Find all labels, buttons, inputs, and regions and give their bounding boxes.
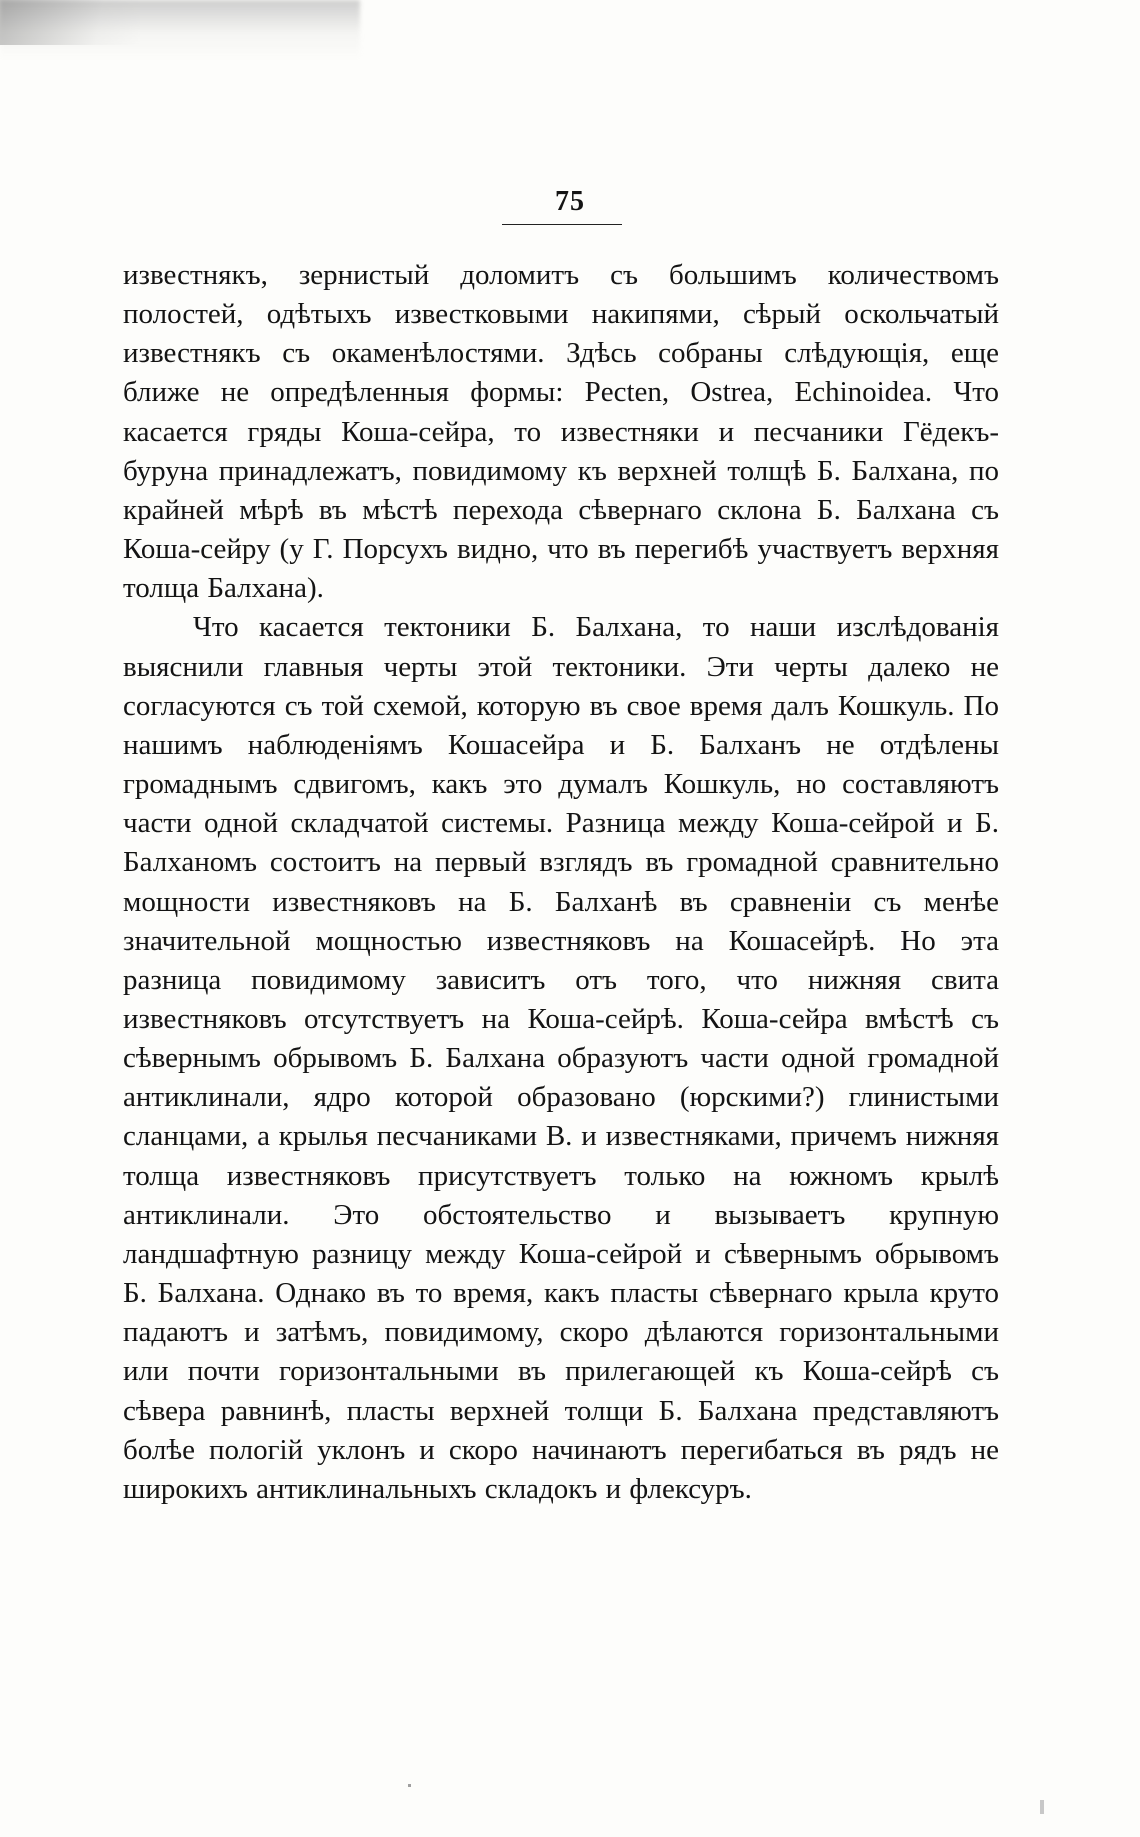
scan-speck [1040, 1800, 1044, 1814]
scan-shadow-corner [0, 0, 140, 45]
body-text [123, 256, 999, 1509]
paragraph-1: известнякъ, зернистый доломитъ съ большимъ количествомъ полостей, одѣтыхъ известковыми накипями, сѣрый оскольчатый известнякъ съ окаменѣлостями. Здѣсь собраны слѣдующія, еще ближе не опредѣленныя формы: Pecten, Ostrea, Echinoidea. Что касается гряды Коша-сейра, то известняки и песчаники Гёдекъ-буруна принадлежатъ, повидимому къ верхней толщѣ Б. Балхана, по крайней мѣрѣ въ мѣстѣ перехода сѣвернаго склона Б. Балхана съ Коша-сейру (у Г. Порсухъ видно, что въ перегибѣ участвуетъ верхняя толща Балхана). [123, 259, 999, 605]
scan-speck [408, 1784, 411, 1787]
page-number-rule [502, 224, 622, 225]
page-number: 75 [555, 186, 585, 217]
paragraph-2: Что касается тектоники Б. Балхана, то наши изслѣдованія выяснили главныя черты этой тектоники. Эти черты далеко не согласуются съ той схемой, которую въ свое время далъ Кошкуль. По нашимъ наблюденіямъ Кошасейра и Б. Балханъ не отдѣлены громаднымъ сдвигомъ, какъ это думалъ Кошкуль, но составляютъ части одной складчатой системы. Разница между Коша-сейрой и Б. Балханомъ состоитъ на первый взглядъ въ громадной сравнительно мощности известняковъ на Б. Балханѣ въ сравненіи съ менѣе значительной мощностью известняковъ на Кошасейрѣ. Но эта разница повидимому зависитъ отъ того, что нижняя свита известняковъ отсутствуетъ на Коша-сейрѣ. Коша-сейра вмѣстѣ съ сѣвернымъ обрывомъ Б. Балхана образуютъ части одной громадной антиклинали, ядро которой образовано (юрскими?) глинистыми сланцами, а крылья песчаниками В. и известняками, причемъ нижняя толща известняковъ присутствуетъ только на южномъ крылѣ антиклинали. Это обстоятельство и вызываетъ крупную ландшафтную разницу между Коша-сейрой и сѣвернымъ обрывомъ Б. Балхана. Однако въ то время, какъ пласты сѣвернаго крыла круто падаютъ и затѣмъ, повидимому, скоро дѣлаются горизонтальными или почти горизонтальными въ прилегающей къ Коша-сейрѣ съ сѣвера равнинѣ, пласты верхней толщи Б. Балхана представляютъ болѣе пологій уклонъ и скоро начинаютъ перегибаться въ рядъ не широкихъ антиклинальныхъ складокъ и флексуръ. [123, 611, 999, 1505]
